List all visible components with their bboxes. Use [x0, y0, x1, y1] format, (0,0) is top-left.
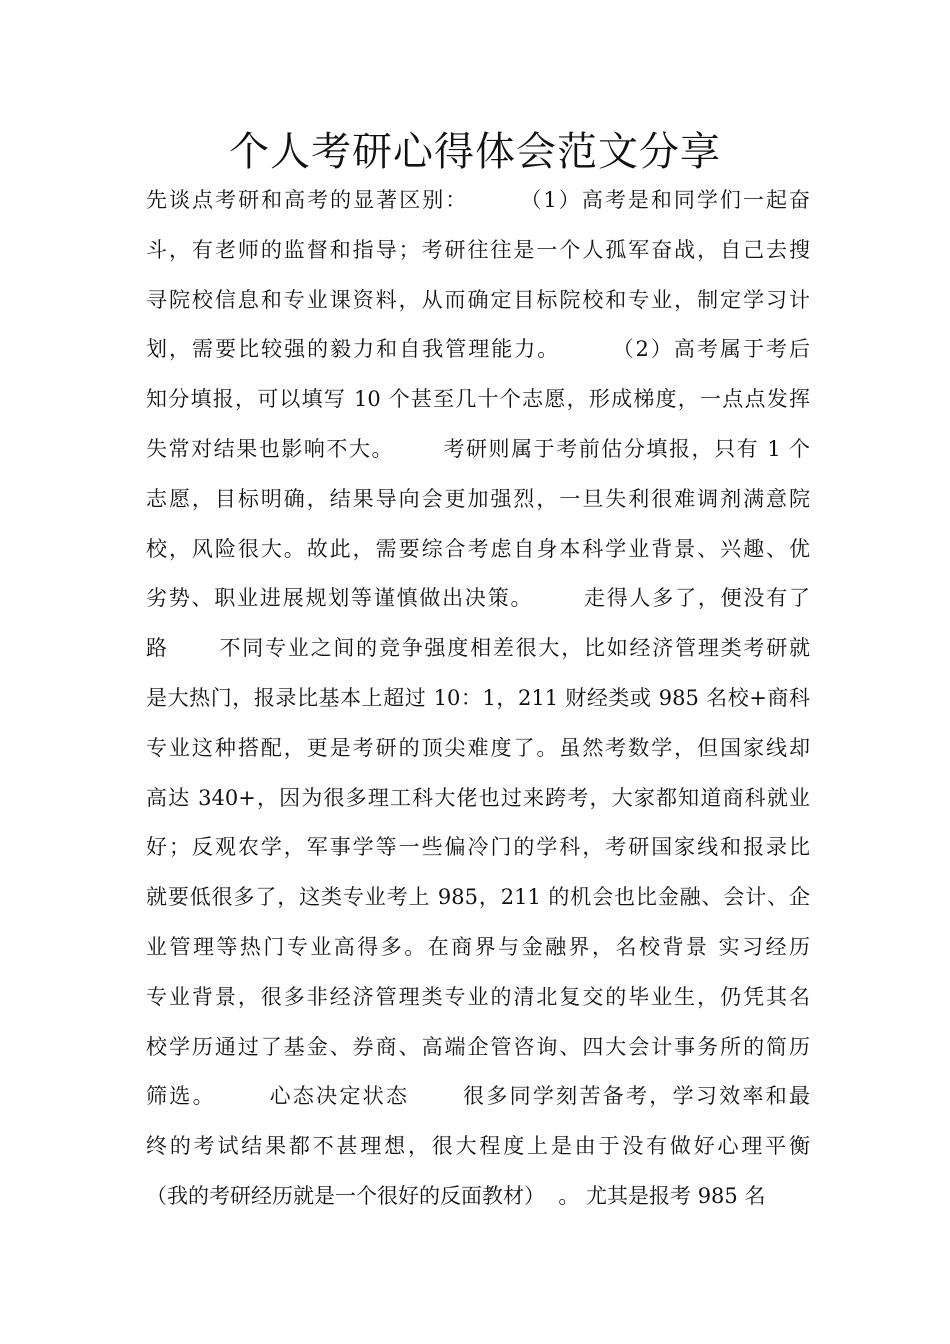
- body-line: 知分填报，可以填写 10 个甚至几十个志愿，形成梯度，一点点发挥: [146, 387, 810, 412]
- body-line: 斗，有老师的监督和指导；考研往往是一个人孤军奋战，自己去搜: [146, 237, 810, 262]
- body-line: 路 不同专业之间的竞争强度相差很大，比如经济管理类考研就: [146, 636, 810, 661]
- body-line: 先谈点考研和高考的显著区别： （1）高考是和同学们一起奋: [146, 188, 810, 212]
- body-line: 高达 340+，因为很多理工科大佬也过来跨考，大家都知道商科就业: [146, 785, 810, 810]
- body-line: 劣势、职业进展规划等谨慎做出决策。 走得人多了，便没有了: [146, 586, 810, 611]
- body-line: 筛选。 心态决定状态 很多同学刻苦备考，学习效率和最: [146, 1084, 810, 1109]
- body-line: 校学历通过了基金、券商、高端企管咨询、四大会计事务所的简历: [146, 1034, 810, 1059]
- document-title: 个人考研心得体会范文分享: [229, 129, 721, 175]
- body-line: 终的考试结果都不甚理想，很大程度上是由于没有做好心理平衡: [146, 1134, 810, 1159]
- body-line: 是大热门，报录比基本上超过 10：1，211 财经类或 985 名校+商科: [146, 685, 810, 710]
- body-line: 寻院校信息和专业课资料，从而确定目标院校和专业，制定学习计: [146, 287, 810, 312]
- body-line: 就要低很多了，这类专业考上 985，211 的机会也比金融、会计、企: [146, 885, 810, 910]
- body-line: （我的考研经历就是一个很好的反面教材） 。 尤其是报考 985 名: [146, 1183, 766, 1208]
- body-line: 专业这种搭配，更是考研的顶尖难度了。虽然考数学，但国家线却: [146, 735, 810, 760]
- body-line: 校，风险很大。故此，需要综合考虑自身本科学业背景、兴趣、优: [146, 536, 810, 561]
- document-body: [146, 176, 810, 1222]
- body-line: 业管理等热门专业高得多。在商界与金融界，名校背景 实习经历: [146, 934, 810, 959]
- body-line: 专业背景，很多非经济管理类专业的清北复交的毕业生，仍凭其名: [146, 984, 810, 1009]
- body-line: 失常对结果也影响不大。 考研则属于考前估分填报，只有 1 个: [146, 436, 810, 461]
- body-line: 志愿，目标明确，结果导向会更加强烈，一旦失利很难调剂满意院: [146, 486, 810, 511]
- body-line: 好；反观农学，军事学等一些偏冷门的学科，考研国家线和报录比: [146, 835, 810, 860]
- body-line: 划，需要比较强的毅力和自我管理能力。 （2）高考属于考后: [146, 337, 810, 362]
